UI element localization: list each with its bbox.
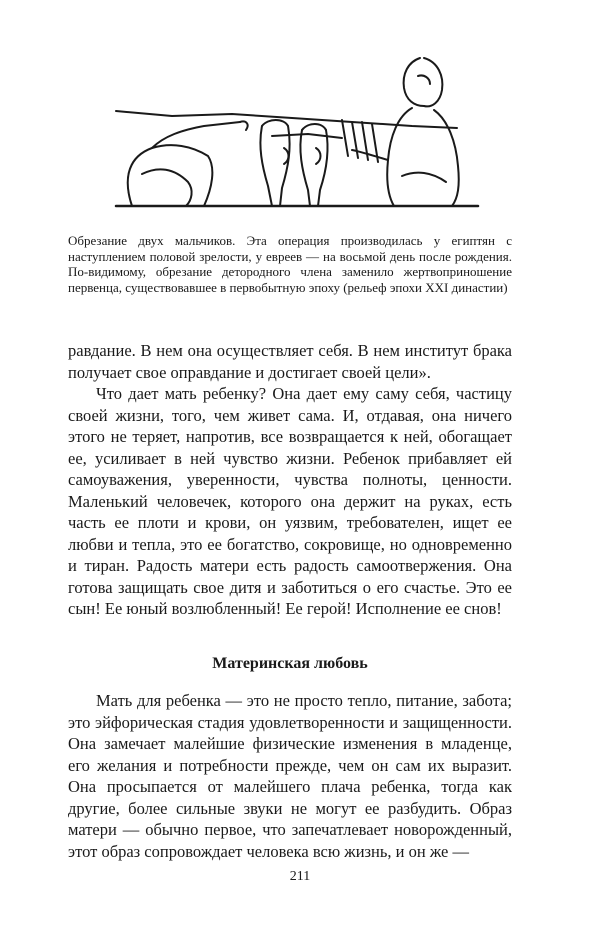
page-number: 211: [289, 869, 311, 884]
relief-illustration: [112, 56, 480, 220]
section-heading: Материнская любовь: [212, 655, 368, 672]
figure-caption-text: Обрезание двух мальчиков. Эта операция производилась у египтян с наступлением половой зрелости, у евреев — на восьмой день после рождения. По-видимому, обрезание детородного члена заменило жертвоприношение первенца, существовавшее в первобытную эпоху (рельеф эпохи XXI династии): [68, 233, 512, 295]
paragraph-1: равдание. В нем она осуществляет себя. В нем институт брака получает свое оправдание и достигает своей цели».: [68, 341, 512, 382]
section-paragraph: Мать для ребенка — это не просто тепло, питание, забота; это эйфорическая стадия удовлетворенности и защищенности. Она замечает малейшие физические изменения в младенце, его желания и потребности прежде, чем он сам их выразит. Она просыпается от малейшего плача ребенка, тогда как другие, более сильные звуки не могут ее разбудить. Образ матери — обычно первое, что запечатлевает новорожденный, этот образ сопровождает человека всю жизнь, и он же —: [68, 691, 512, 861]
section-text: [68, 690, 512, 862]
paragraph-2: Что дает мать ребенку? Она дает ему саму себя, частицу своей жизни, того, чем живет сама. И, отдавая, она ничего этого не теряет, напротив, все возвращается к ней, обогащает ее, усиливает в ней чувство жизни. Ребенок прибавляет ей самоуважения, уверенности, чувства полноты, ценности. Маленький человечек, которого она держит на руках, есть часть ее плоти и крови, он уязвим, требователен, ищет ее любви и тепла, это ее богатство, сокровище, но одновременно и тиран. Радость матери есть радость самоотвержения. Она готова защищать свое дитя и заботиться о его счастье. Это ее сын! Ее юный возлюбленный! Ее герой! Исполнение ее снов!: [68, 384, 512, 618]
figure-caption: [68, 233, 512, 295]
main-text: [68, 340, 512, 620]
